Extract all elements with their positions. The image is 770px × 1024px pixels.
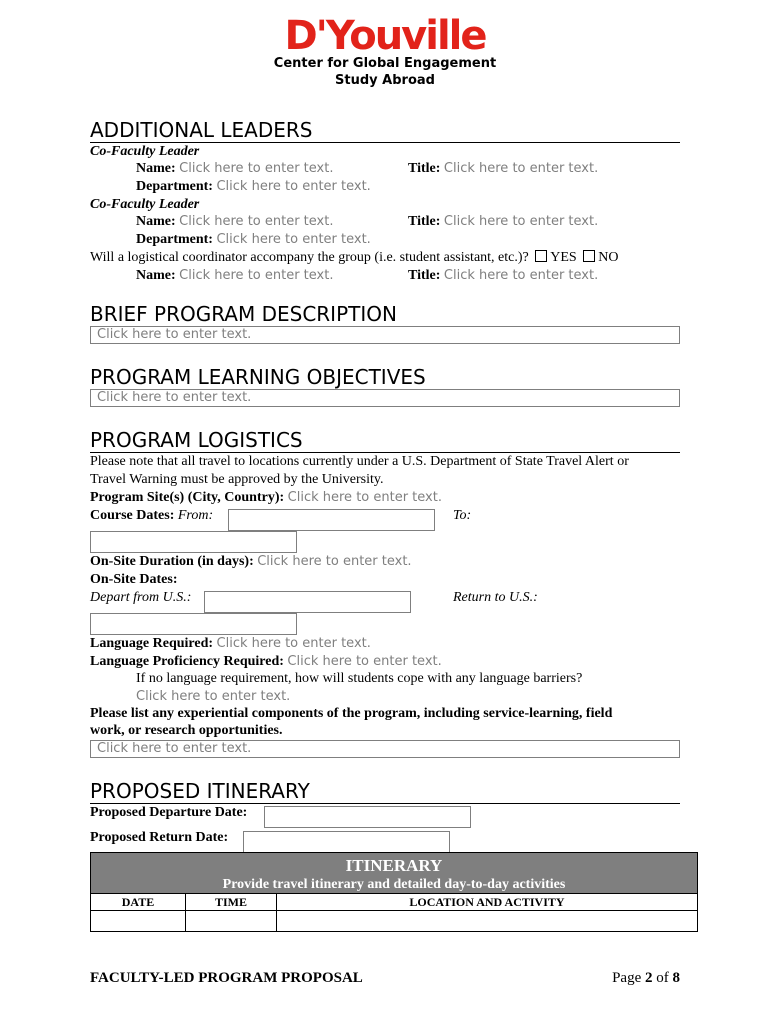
table-row — [91, 911, 698, 932]
language-barriers-field[interactable]: Click here to enter text. — [136, 689, 291, 704]
course-dates-label: Course Dates: — [90, 508, 175, 523]
co-faculty-1-title-field[interactable]: Click here to enter text. — [443, 161, 599, 176]
logistics-coordinator-question: Will a logistical coordinator accompany the group (i.e. student assistant, etc.)? — [90, 250, 529, 265]
language-required-row — [90, 635, 371, 653]
no-checkbox[interactable] — [583, 250, 595, 262]
page-prefix: Page — [612, 970, 642, 986]
program-site-row — [90, 489, 442, 507]
coordinator-name-row — [136, 267, 333, 285]
header-line-2: Study Abroad — [335, 73, 435, 88]
experiential-line-1: Please list any experiential components of the program, including service-learning, field — [90, 706, 613, 721]
coordinator-title-row — [408, 267, 598, 285]
co-faculty-1-name-field[interactable]: Click here to enter text. — [179, 161, 334, 176]
heading-learning-objectives: PROGRAM LEARNING OBJECTIVES — [90, 365, 680, 390]
column-header-date: DATE — [91, 894, 186, 911]
column-header-time: TIME — [186, 894, 277, 911]
co-faculty-1-name-row — [136, 160, 333, 178]
return-date-label: Proposed Return Date: — [90, 830, 229, 845]
page-of: of — [656, 970, 669, 986]
co-faculty-2-department-field[interactable]: Click here to enter text. — [216, 232, 371, 247]
title-label: Title: — [408, 161, 441, 176]
learning-objectives-field[interactable] — [90, 389, 680, 407]
column-header-location: LOCATION AND ACTIVITY — [277, 894, 698, 911]
department-label: Department: — [136, 232, 213, 247]
itinerary-table-header — [91, 853, 698, 894]
date-cell[interactable] — [91, 911, 186, 932]
department-label: Department: — [136, 179, 213, 194]
no-label: NO — [598, 250, 619, 265]
footer-title: FACULTY-LED PROGRAM PROPOSAL — [90, 970, 363, 986]
experiential-placeholder: Click here to enter text. — [97, 741, 252, 756]
no-language-question: If no language requirement, how will students cope with any language barriers? — [136, 671, 583, 686]
onsite-duration-field[interactable]: Click here to enter text. — [257, 554, 412, 569]
brief-description-field[interactable] — [90, 326, 680, 344]
co-faculty-2-title-row — [408, 213, 598, 231]
onsite-duration-row — [90, 553, 412, 571]
learning-objectives-placeholder: Click here to enter text. — [97, 390, 252, 405]
name-label: Name: — [136, 268, 176, 283]
page-current: 2 — [645, 970, 653, 986]
program-site-field[interactable]: Click here to enter text. — [287, 490, 442, 505]
course-dates-row — [90, 507, 213, 525]
name-label: Name: — [136, 214, 176, 229]
dyouville-logo: D'Youville — [284, 13, 486, 59]
heading-proposed-itinerary: PROPOSED ITINERARY — [90, 779, 680, 804]
language-proficiency-row — [90, 653, 442, 671]
header-line-1: Center for Global Engagement — [273, 56, 497, 71]
onsite-duration-label: On-Site Duration (in days): — [90, 554, 254, 569]
experiential-line-2: work, or research opportunities. — [90, 723, 283, 738]
experiential-field[interactable] — [90, 740, 680, 758]
co-faculty-1-title-row — [408, 160, 598, 178]
depart-label: Depart from U.S.: — [90, 590, 192, 605]
itinerary-table-title: ITINERARY — [345, 856, 443, 875]
to-label: To: — [453, 508, 472, 523]
co-faculty-label-2: Co-Faculty Leader — [90, 197, 200, 212]
departure-date-field[interactable] — [264, 806, 471, 828]
co-faculty-2-title-field[interactable]: Click here to enter text. — [443, 214, 599, 229]
travel-note-line-2: Travel Warning must be approved by the University. — [90, 472, 384, 487]
yes-label: YES — [550, 250, 577, 265]
co-faculty-1-department-field[interactable]: Click here to enter text. — [216, 179, 371, 194]
heading-program-logistics: PROGRAM LOGISTICS — [90, 428, 680, 453]
co-faculty-label-1: Co-Faculty Leader — [90, 144, 200, 159]
time-cell[interactable] — [186, 911, 277, 932]
heading-additional-leaders: ADDITIONAL LEADERS — [90, 118, 680, 143]
departure-date-label: Proposed Departure Date: — [90, 805, 248, 820]
language-required-field[interactable]: Click here to enter text. — [216, 636, 371, 651]
co-faculty-1-department-row — [136, 178, 371, 196]
travel-note-line-1: Please note that all travel to locations currently under a U.S. Department of State Travel Alert or — [90, 454, 629, 469]
title-label: Title: — [408, 214, 441, 229]
return-date-field[interactable] — [90, 613, 297, 635]
co-faculty-2-name-row — [136, 213, 333, 231]
return-date-field-itinerary[interactable] — [243, 831, 450, 853]
co-faculty-2-department-row — [136, 231, 371, 249]
location-cell[interactable] — [277, 911, 698, 932]
name-label: Name: — [136, 161, 176, 176]
yes-checkbox[interactable] — [535, 250, 547, 262]
program-site-label: Program Site(s) (City, Country): — [90, 490, 285, 505]
onsite-dates-label: On-Site Dates: — [90, 572, 178, 587]
course-from-date-field[interactable] — [228, 509, 435, 531]
language-proficiency-label: Language Proficiency Required: — [90, 654, 284, 669]
heading-brief-description: BRIEF PROGRAM DESCRIPTION — [90, 302, 680, 327]
language-required-label: Language Required: — [90, 636, 214, 651]
language-proficiency-field[interactable]: Click here to enter text. — [287, 654, 442, 669]
depart-date-field[interactable] — [204, 591, 411, 613]
title-label: Title: — [408, 268, 441, 283]
from-label: From: — [177, 508, 214, 523]
course-to-date-field[interactable] — [90, 531, 297, 553]
page-total: 8 — [672, 970, 680, 986]
return-label: Return to U.S.: — [453, 590, 538, 605]
itinerary-table — [90, 852, 698, 932]
co-faculty-2-name-field[interactable]: Click here to enter text. — [179, 214, 334, 229]
logistics-coordinator-question-row — [90, 249, 618, 267]
itinerary-table-subtitle: Provide travel itinerary and detailed day-to-day activities — [222, 877, 566, 892]
brief-description-placeholder: Click here to enter text. — [97, 327, 252, 342]
coordinator-title-field[interactable]: Click here to enter text. — [443, 268, 599, 283]
page-number — [612, 970, 680, 987]
coordinator-name-field[interactable]: Click here to enter text. — [179, 268, 334, 283]
